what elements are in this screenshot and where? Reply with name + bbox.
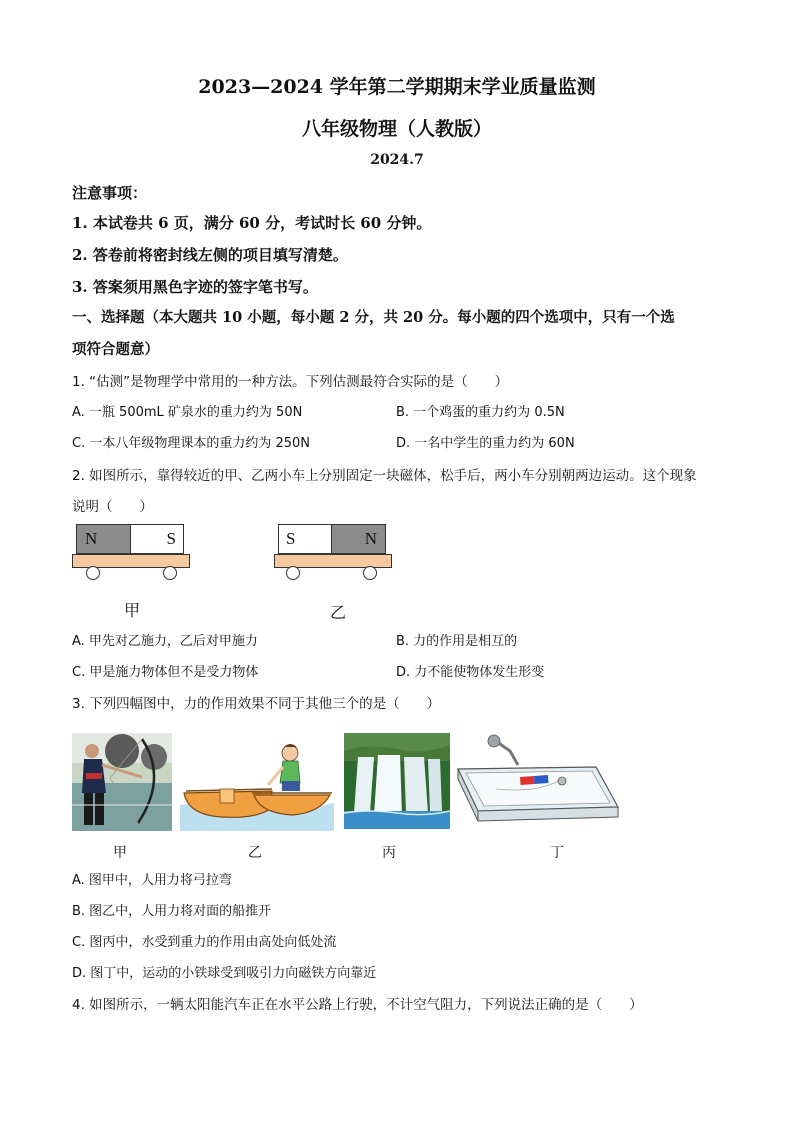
cart-jia-label: 甲 (124, 601, 141, 620)
q2-stem-line1: 2. 如图所示，靠得较近的甲、乙两小车上分别固定一块磁体，松手后，两小车分别朝两边运动。这个现象 (72, 468, 697, 484)
magnet-n-block (76, 524, 131, 554)
magnet-ball-image (456, 733, 620, 827)
magnet-s-block (130, 524, 184, 554)
exam-date: 2024.7 (370, 152, 424, 168)
wheel (163, 566, 177, 580)
note-item: 1. 本试卷共 6 页，满分 60 分，考试时长 60 分钟。 (72, 214, 432, 232)
wheel (86, 566, 100, 580)
q2-option-d: D. 力不能使物体发生形变 (396, 665, 545, 680)
pole-label: N (85, 529, 98, 548)
note-item: 3. 答案须用黑色字迹的签字笔书写。 (72, 278, 318, 296)
q1-option-b: B. 一个鸡蛋的重力约为 0.5N (396, 405, 565, 420)
q2-option-b: B. 力的作用是相互的 (396, 634, 518, 649)
q3-option-b: B. 图乙中，人用力将对面的船推开 (72, 904, 272, 919)
q3-label-jia: 甲 (113, 845, 127, 861)
q2-option-c: C. 甲是施力物体但不是受力物体 (72, 665, 259, 680)
wheel (363, 566, 377, 580)
q2-stem-line2: 说明（ ） (72, 499, 153, 515)
archer-image (72, 733, 172, 831)
q3-option-c: C. 图丙中，水受到重力的作用由高处向低处流 (72, 935, 337, 950)
q1-option-a: A. 一瓶 500mL 矿泉水的重力约为 50N (72, 405, 303, 420)
note-item: 2. 答卷前将密封线左侧的项目填写清楚。 (72, 246, 348, 264)
boats-image (180, 733, 334, 831)
notes-heading: 注意事项： (72, 184, 148, 202)
magnet-n-block (331, 524, 386, 554)
exam-title: 2023—2024 学年第二学期期末学业质量监测 (198, 76, 596, 98)
magnet-s-block (278, 524, 332, 554)
cart-yi-label: 乙 (330, 603, 347, 622)
pole-label: S (286, 529, 296, 548)
q3-option-a: A. 图甲中，人用力将弓拉弯 (72, 873, 232, 888)
q1-option-d: D. 一名中学生的重力约为 60N (396, 436, 575, 451)
pole-label: S (166, 529, 176, 548)
q2-option-a: A. 甲先对乙施力，乙后对甲施力 (72, 634, 258, 649)
q1-stem: 1. “估测”是物理学中常用的一种方法。下列估测最符合实际的是（ ） (72, 374, 509, 390)
q3-label-ding: 丁 (550, 845, 564, 861)
q3-stem: 3. 下列四幅图中，力的作用效果不同于其他三个的是（ ） (72, 696, 441, 712)
q3-option-d: D. 图丁中，运动的小铁球受到吸引力向磁铁方向靠近 (72, 966, 377, 981)
exam-subtitle: 八年级物理（人教版） (301, 118, 492, 140)
q1-option-c: C. 一本八年级物理课本的重力约为 250N (72, 436, 311, 451)
pole-label: N (364, 529, 377, 548)
q3-label-bing: 丙 (382, 845, 396, 861)
waterfall-image (344, 733, 450, 829)
wheel (286, 566, 300, 580)
section-heading-line2: 项符合题意） (72, 341, 159, 358)
section-heading-line1: 一、选择题（本大题共 10 小题，每小题 2 分，共 20 分。每小题的四个选项中，只有一个选 (72, 309, 675, 326)
q4-stem: 4. 如图所示，一辆太阳能汽车正在水平公路上行驶，不计空气阻力，下列说法正确的是（ ） (72, 997, 643, 1013)
q3-label-yi: 乙 (248, 845, 262, 861)
